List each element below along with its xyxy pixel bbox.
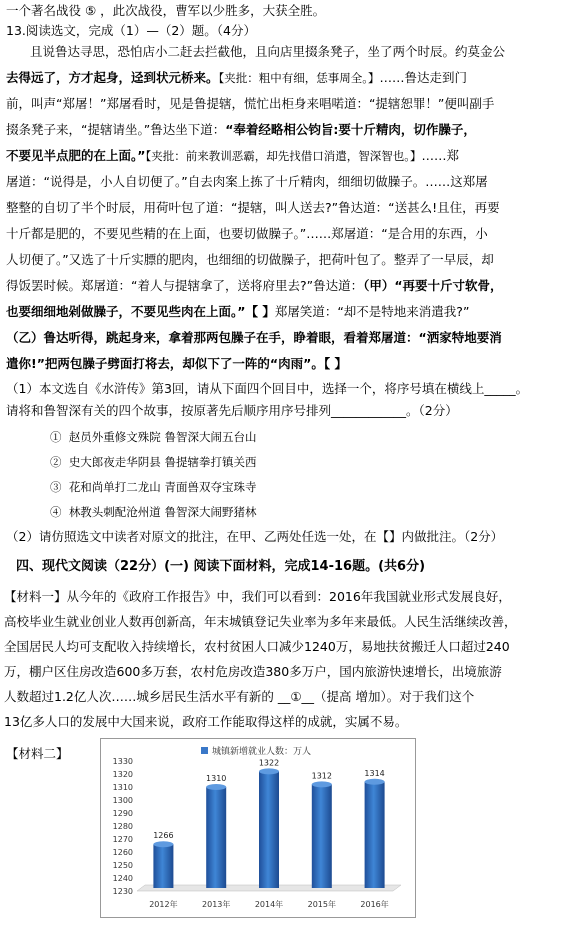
passage-bold-text: 去得远了，方才起身，迳到状元桥来。 [6, 70, 219, 85]
bar-value-label: 1314 [364, 768, 385, 778]
bar-body [312, 784, 332, 888]
passage-text: 得饭罢时候。郑屠道：“着人与提辖拿了，送将府里去?”鲁达道： [6, 278, 364, 293]
option-text: 史大郎夜走华阴县 鲁提辖拳打镇关西 [68, 455, 257, 469]
bar [312, 771, 332, 888]
q13-title: 13.阅读选文，完成（1）—（2）题。（4分） [6, 23, 256, 38]
x-tick-label: 2013年 [202, 900, 231, 909]
bar-value-label: 1312 [311, 771, 332, 781]
material-1-line-6: 13亿多人口的发展中大国来说，政府工作能取得这样的成就，实属不易。 [4, 714, 408, 729]
bar-value-label: 1266 [153, 831, 174, 841]
passage-line-11 [6, 303, 567, 321]
bar-value-label: 1310 [206, 774, 227, 783]
passage-text: ……鲁达走到门 [379, 70, 468, 85]
annotation-comment: 【夹批：前来教训恶霸，却先找借口消遣，智深智也。】 [145, 149, 422, 163]
option-number: ④ [50, 505, 62, 519]
prev-question-line: 一个著名战役 ⑤ ，此次战役，曹军以少胜多，大获全胜。 [6, 3, 326, 18]
chapter-option-4 [50, 503, 256, 521]
bar-body [206, 787, 226, 888]
chart-svg [101, 739, 415, 917]
option-text: 林教头刺配沧州道 鲁智深大闹野猪林 [68, 505, 257, 519]
material-1-line-4: 万，棚户区住房改造600多万套，农村危房改造380多万户，国内旅游快速增长，出境旅游 [4, 664, 502, 679]
passage-text: 掇条凳子来，“提辖请坐。”鲁达坐下道： [6, 122, 226, 137]
passage-text: 郑屠笑道：“却不是特地来消遣我?” [274, 304, 470, 319]
bar-body [153, 844, 173, 888]
option-number: ③ [50, 480, 62, 494]
passage-line-3: 前，叫声“郑屠！”郑屠看时，见是鲁提辖，慌忙出柜身来唱喏道：“提辖恕罪！”便叫副手 [6, 96, 495, 111]
x-tick-label: 2012年 [149, 900, 178, 909]
passage-bold-text: 遣你!”把两包臊子劈面打将去，却似下了一阵的“肉雨”。 [6, 356, 324, 371]
material-1-line-3: 全国居民人均可支配收入持续增长，农村贫困人口减少1240万，易地扶贫搬迁人口超过240 [4, 639, 510, 654]
y-tick-label: 1300 [112, 796, 133, 805]
y-tick-label: 1240 [112, 874, 133, 883]
chapter-option-1 [50, 428, 256, 446]
y-tick-label: 1260 [112, 848, 133, 857]
bar-series [137, 758, 401, 891]
bar-top [206, 784, 226, 790]
bar-top [312, 781, 332, 787]
question-2: （2）请仿照选文中读者对原文的批注，在甲、乙两处任选一处，在【】内做批注。（2分） [6, 529, 504, 544]
annotation-bracket: 【 】 [323, 356, 347, 371]
legend-label: 城镇新增就业人数：万人 [212, 747, 312, 757]
material-1-line-1: 【材料一】从今年的《政府工作报告》中，我们可以看到：2016年我国就业形式发展良好， [4, 589, 511, 604]
bar-top [365, 779, 385, 785]
question-1-line-2: 请将和鲁智深有关的四个故事，按原著先后顺序用序号排列____________。（2分） [6, 403, 458, 418]
bar-top [153, 841, 173, 847]
chapter-option-3 [50, 478, 256, 496]
passage-line-2 [6, 69, 567, 87]
chapter-option-2 [50, 453, 256, 471]
y-tick-label: 1330 [112, 757, 133, 766]
passage-bold-text: 也要细细地剁做臊子，不要见些肉在上面。”【 】 [6, 304, 275, 319]
x-tick-label: 2015年 [307, 900, 336, 909]
material-1-line-2: 高校毕业生就业创业人数再创新高，年末城镇登记失业率为多年来最低。人民生活继续改善， [4, 614, 517, 629]
x-tick-label: 2014年 [254, 900, 284, 909]
passage-line-12: （乙）鲁达听得，跳起身来，拿着那两包臊子在手，睁着眼，看着郑屠道：“洒家特地要消 [6, 330, 502, 345]
passage-line-4 [6, 121, 567, 139]
passage-text: 且说鲁达寻思，恐怕店小二赶去拦截他，且向店里掇条凳子，坐了两个时辰。约莫金公 [30, 44, 506, 59]
option-text: 赵员外重修文殊院 鲁智深大闹五台山 [68, 430, 257, 444]
option-text: 花和尚单打二龙山 青面兽双夺宝珠寺 [68, 480, 257, 494]
passage-text: ……郑 [421, 148, 459, 163]
question-1-line-1: （1）本文选自《水浒传》第3回，请从下面四个回目中，选择一个，将序号填在横线上_____。 [6, 381, 529, 396]
bar [259, 758, 279, 888]
passage-line-10 [6, 277, 567, 295]
bar [153, 831, 173, 888]
bar-body [365, 782, 385, 888]
option-number: ① [50, 430, 62, 444]
passage-line-5 [6, 147, 567, 165]
bar-value-label: 1322 [258, 758, 280, 768]
y-axis [113, 757, 133, 896]
x-axis [149, 899, 389, 909]
bar [364, 769, 384, 888]
passage-line-1 [30, 43, 567, 61]
passage-line-8: 十斤都是肥的，不要见些精的在上面，也要切做臊子。”……郑屠道：“是合用的东西，小 [6, 226, 488, 241]
passage-bold-text: （甲）“再要十斤寸软骨， [363, 278, 503, 293]
passage-line-7: 整整的自切了半个时辰，用荷叶包了道：“提辖，叫人送去?”鲁达道：“送甚么!且住，再要 [6, 200, 500, 215]
passage-bold-text: “奉着经略相公钧旨:要十斤精肉，切作臊子， [225, 122, 476, 137]
employment-bar-chart [100, 738, 416, 918]
legend-swatch [201, 747, 208, 754]
passage-line-6: 屠道：“说得是，小人自切便了。”自去肉案上拣了十斤精肉，细细切做臊子。……这郑屠 [6, 174, 488, 189]
y-tick-label: 1280 [112, 822, 133, 831]
chart-legend [201, 745, 311, 757]
passage-bold-text: 不要见半点肥的在上面。” [6, 148, 146, 163]
passage-line-13 [6, 355, 567, 373]
y-tick-label: 1290 [112, 809, 133, 818]
y-tick-label: 1230 [112, 887, 133, 896]
x-tick-label: 2016年 [360, 900, 389, 909]
material-1-line-5: 人数超过1.2亿人次……城乡居民生活水平有新的 __①__（提高 增加）。对于我们这个 [4, 689, 475, 704]
option-number: ② [50, 455, 62, 469]
section-4-title: 四、现代文阅读（22分）(一) 阅读下面材料，完成14-16题。(共6分) [16, 559, 426, 574]
y-tick-label: 1320 [112, 770, 133, 779]
annotation-comment: 【夹批：粗中有细，恁事周全。】 [218, 71, 380, 85]
bar-body [259, 771, 279, 888]
material-2-label: 【材料二】 [6, 746, 69, 761]
y-tick-label: 1310 [112, 783, 133, 792]
bar [206, 774, 226, 888]
passage-line-9: 人切便了。”又选了十斤实膘的肥肉，也细细的切做臊子，把荷叶包了。整弄了一早辰，却 [6, 252, 494, 267]
y-tick-label: 1270 [112, 835, 133, 844]
bar-top [259, 768, 279, 774]
y-tick-label: 1250 [112, 861, 133, 870]
